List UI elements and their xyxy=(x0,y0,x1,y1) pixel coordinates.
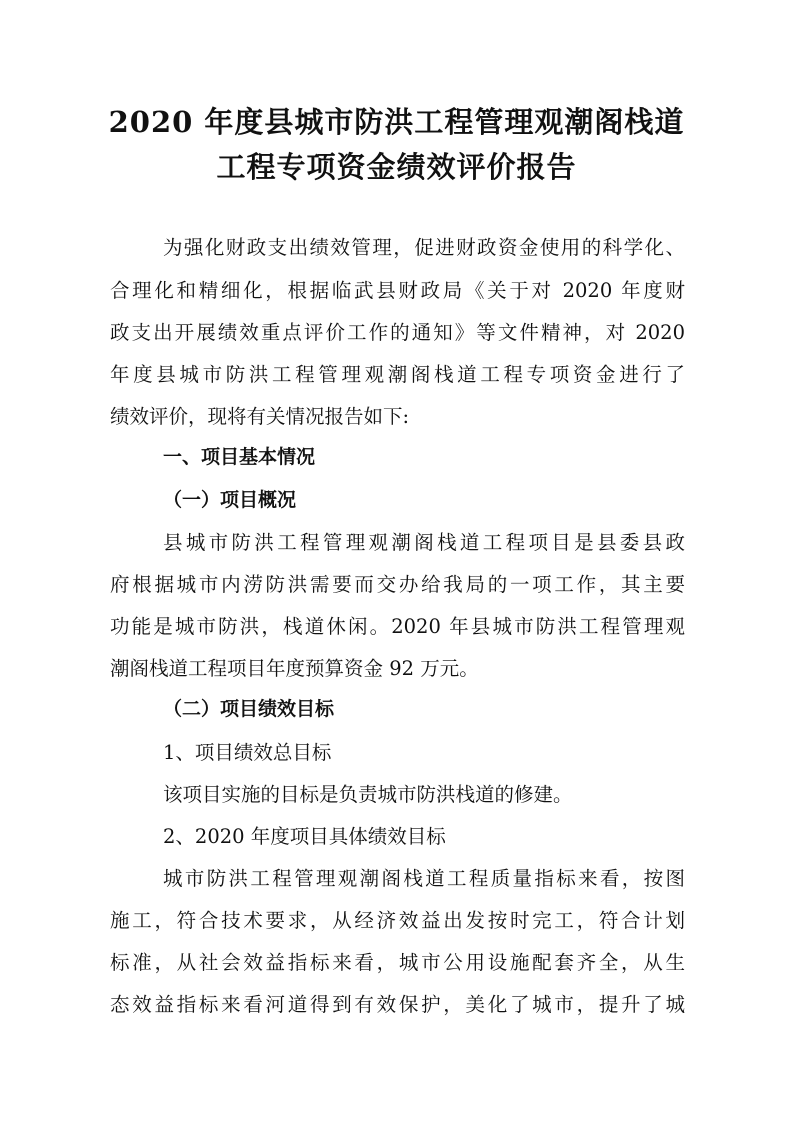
item-heading-overall-goal: 1、项目绩效总目标 xyxy=(163,741,332,764)
specific-goals-paragraph-line: 标准，从社会效益指标来看，城市公用设施配套齐全，从生 xyxy=(110,951,685,974)
specific-goals-paragraph-line: 城市防洪工程管理观潮阁栈道工程质量指标来看，按图 xyxy=(163,867,685,890)
overview-paragraph-line: 潮阁栈道工程项目年度预算资金 92 万元。 xyxy=(110,657,479,680)
specific-goals-paragraph-line: 施工，符合技术要求，从经济效益出发按时完工，符合计划 xyxy=(110,909,685,932)
overview-paragraph-line: 县城市防洪工程管理观潮阁栈道工程项目是县委县政 xyxy=(163,531,685,554)
intro-paragraph-line: 政支出开展绩效重点评价工作的通知》等文件精神，对 2020 xyxy=(110,321,685,344)
overview-paragraph-line: 功能是城市防洪，栈道休闲。2020 年县城市防洪工程管理观 xyxy=(110,615,685,638)
overview-paragraph-line: 府根据城市内涝防洪需要而交办给我局的一项工作，其主要 xyxy=(110,573,685,596)
section-heading-basic-info: 一、项目基本情况 xyxy=(163,446,316,468)
item-heading-specific-goals: 2、2020 年度项目具体绩效目标 xyxy=(163,825,446,848)
intro-paragraph-line: 年度县城市防洪工程管理观潮阁栈道工程专项资金进行了 xyxy=(110,363,685,386)
document-title-line-2: 工程专项资金绩效评价报告 xyxy=(216,150,577,184)
intro-paragraph-line: 为强化财政支出绩效管理，促进财政资金使用的科学化、 xyxy=(163,236,685,259)
overall-goal-text: 该项目实施的目标是负责城市防洪栈道的修建。 xyxy=(163,783,573,806)
subsection-heading-performance-goals: （二）项目绩效目标 xyxy=(163,698,335,720)
subsection-heading-overview: （一）项目概况 xyxy=(163,489,297,511)
intro-paragraph-line: 合理化和精细化，根据临武县财政局《关于对 2020 年度财 xyxy=(110,279,685,302)
document-title-line-1: 2020 年度县城市防洪工程管理观潮阁栈道 xyxy=(108,105,685,139)
intro-paragraph-line: 绩效评价，现将有关情况报告如下: xyxy=(110,405,410,428)
specific-goals-paragraph-line: 态效益指标来看河道得到有效保护，美化了城市，提升了城 xyxy=(110,993,685,1016)
